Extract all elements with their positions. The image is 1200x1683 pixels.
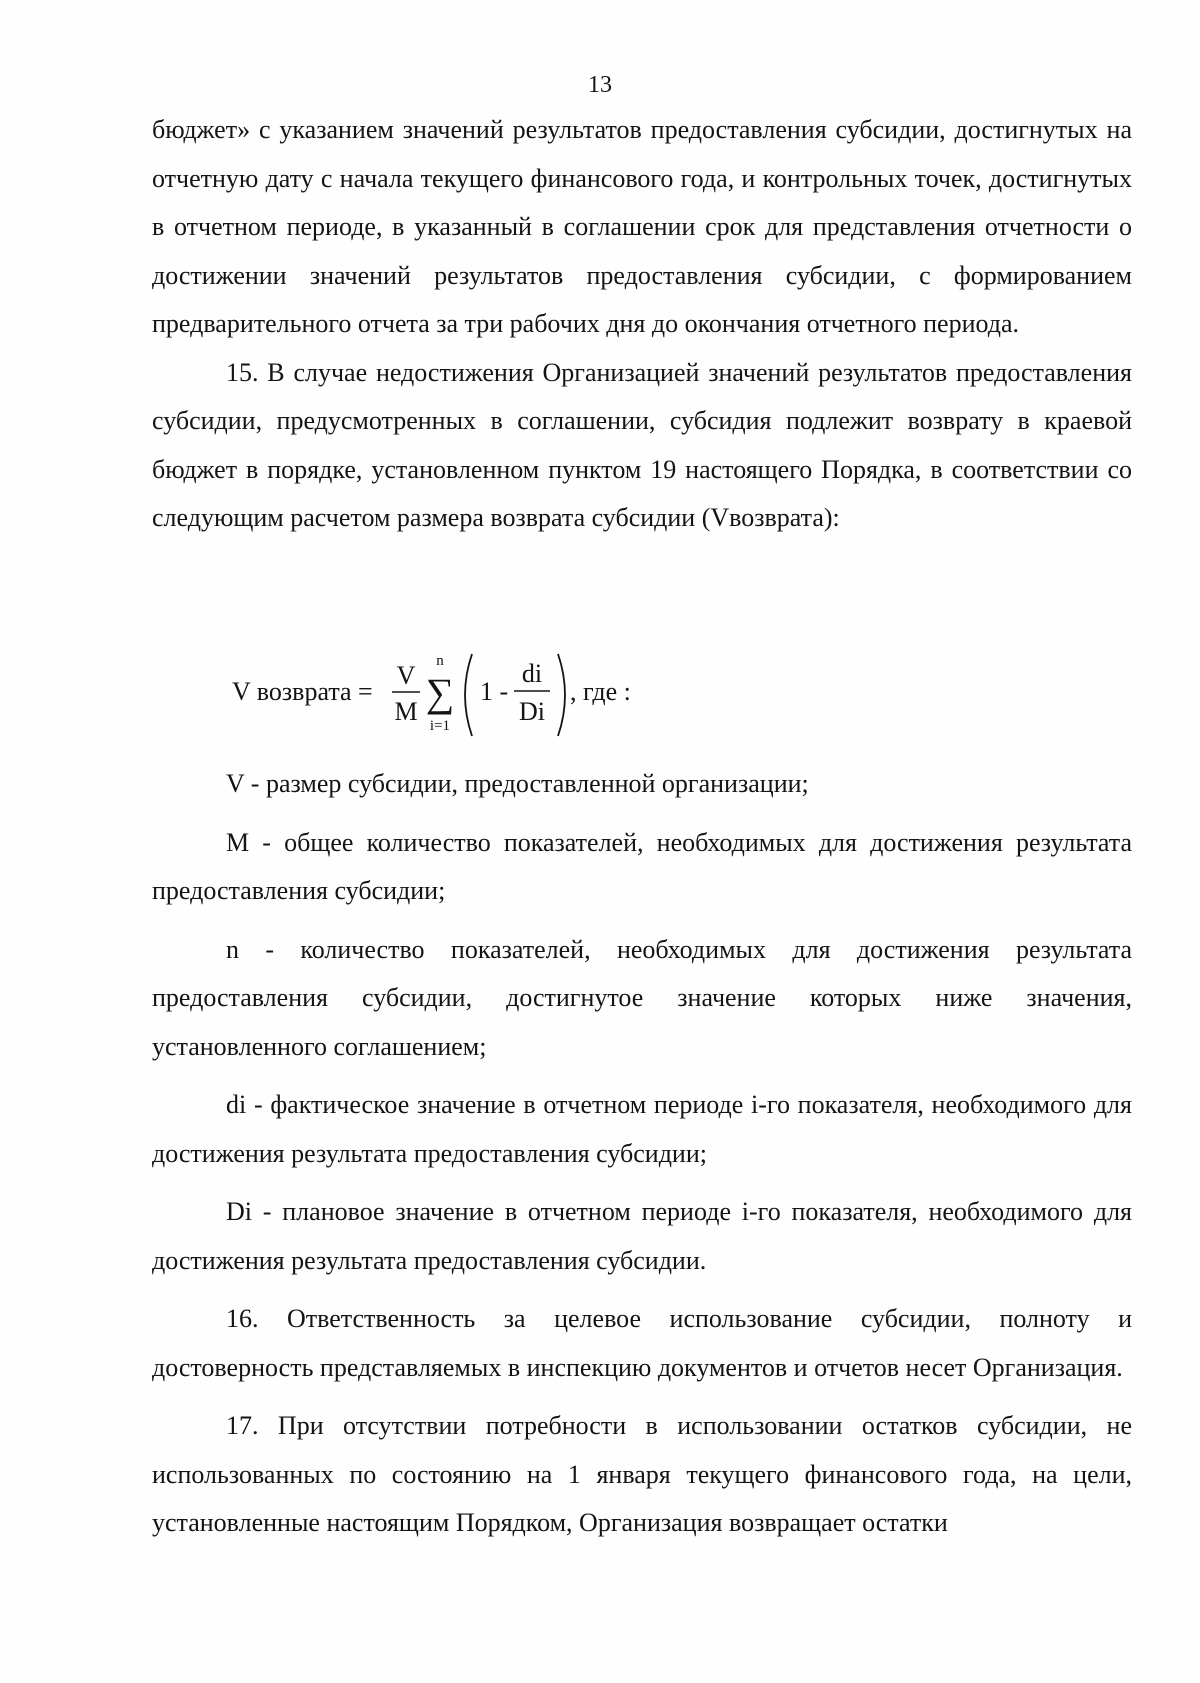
paragraph-17: 17. При отсутствии потребности в использовании остатков субсидии, не использованных по состоянию на 1 января текущего финансового года, на цели, установленные настоящим Порядком, Организация возвращает остатки (152, 1411, 1132, 1537)
paragraph-14-continuation: бюджет» с указанием значений результатов предоставления субсидии, достигнутых на отчетную дату с начала текущего финансового года, и контрольных точек, достигнутых в отчетном периоде, в указанный в соглашении срок для представления отчетности о достижении значений результатов предоставления субсидии, с формированием предварительного отчета за три рабочих дня до окончания отчетного периода. (152, 115, 1132, 338)
inner-fraction-denominator: Di (519, 697, 545, 726)
formula-svg (232, 650, 752, 740)
formula-fraction-numerator: V (396, 661, 416, 690)
formula-tail: , где : (570, 677, 631, 706)
formula-lhs: V возврата = (232, 677, 373, 706)
paragraph-15: 15. В случае недостижения Организацией значений результатов предоставления субсидии, предусмотренных в соглашении, субсидия подлежит возврату в краевой бюджет в порядке, установленном пунктом 19 настоящего Порядка, в соответствии со следующим расчетом размера возврата субсидии (Vвозврата): (152, 357, 1132, 532)
definition-di: di - фактическое значение в отчетном периоде i-го показателя, необходимого для достижения результата предоставления субсидии; (152, 1090, 1132, 1168)
definition-v: V - размер субсидии, предоставленной организации; (226, 769, 809, 798)
formula-fraction-denominator: M (394, 697, 418, 726)
paragraph-16: 16. Ответственность за целевое использование субсидии, полноту и достоверность представляемых в инспекцию документов и отчетов несет Организация. (152, 1304, 1132, 1382)
left-paren-icon (465, 654, 472, 736)
definition-m: M - общее количество показателей, необходимых для достижения результата предоставления субсидии; (152, 827, 1132, 905)
inner-fraction-numerator: di (521, 659, 543, 688)
formula-one-minus: 1 - (480, 677, 509, 706)
text-block-bottom (152, 760, 1132, 1548)
text-block-top (152, 106, 1132, 543)
definition-n: n - количество показателей, необходимых для достижения результата предоставления субсидии, достигнутое значение которых ниже значения, установленного соглашением; (152, 934, 1132, 1061)
return-formula (232, 650, 752, 740)
sum-upper-limit: n (436, 653, 444, 669)
sum-lower-limit: i=1 (429, 718, 451, 734)
right-paren-icon (558, 654, 565, 736)
page-number: 13 (588, 72, 612, 98)
definition-Di: Di - плановое значение в отчетном периоде i-го показателя, необходимого для достижения результата предоставления субсидии. (152, 1197, 1132, 1275)
sum-sigma-icon: ∑ (425, 670, 455, 715)
